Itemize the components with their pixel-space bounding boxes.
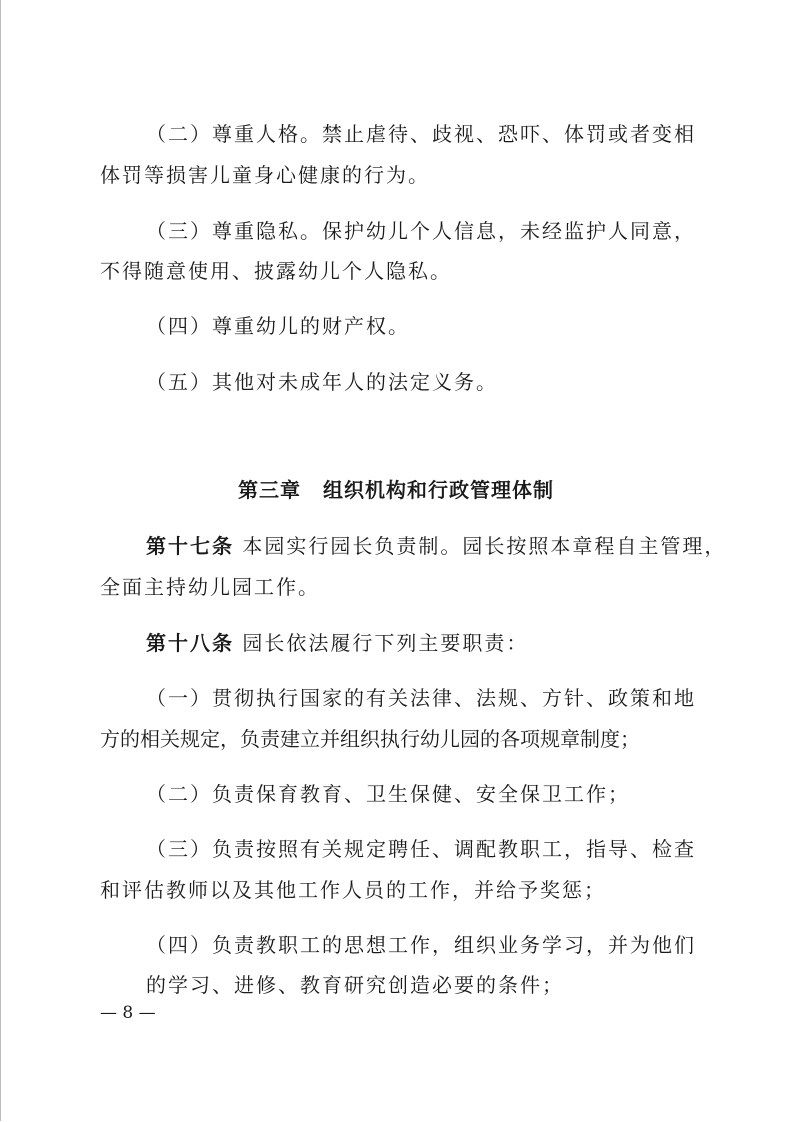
chapter-title: 组织机构和行政管理体制 (323, 478, 554, 502)
article-18-item-2-line-1: （二）负责保育教育、卫生保健、安全保卫工作； (146, 782, 630, 806)
chapter-number: 第三章 (238, 478, 301, 502)
paragraph-5-line-1: （五）其他对未成年人的法定义务。 (146, 370, 498, 394)
paragraph-3-line-2: 不得随意使用、披露幼儿个人隐私。 (100, 259, 452, 283)
page-number: — 8 — (100, 1003, 156, 1023)
article-18-text: 园长依法履行下列主要职责： (242, 631, 529, 655)
article-18-item-3-line-2: 和评估教师以及其他工作人员的工作，并给予奖惩； (100, 878, 606, 902)
article-18-label: 第十八条 (146, 631, 234, 655)
paragraph-2-line-1: （二）尊重人格。禁止虐待、歧视、恐吓、体罚或者变相 (146, 122, 696, 146)
paragraph-4-line-1: （四）尊重幼儿的财产权。 (146, 314, 410, 338)
article-18-item-3-line-1: （三）负责按照有关规定聘任、调配教职工，指导、检查 (146, 837, 696, 861)
article-17-text: 本园实行园长负责制。园长按照本章程自主管理， (242, 534, 727, 558)
article-17-label: 第十七条 (146, 534, 234, 558)
article-18-line-1 (146, 630, 528, 656)
article-18-item-4-line-2: 的学习、进修、教育研究创造必要的条件； (146, 973, 564, 997)
article-17-line-2: 全面主持幼儿园工作。 (100, 575, 320, 599)
paragraph-3-line-1: （三）尊重隐私。保护幼儿个人信息，未经监护人同意， (146, 219, 696, 243)
article-17-line-1 (146, 533, 726, 559)
article-18-item-1-line-2: 方的相关规定，负责建立并组织执行幼儿园的各项规章制度； (100, 727, 640, 751)
article-18-item-4-line-1: （四）负责教职工的思想工作，组织业务学习，并为他们 (146, 933, 696, 957)
article-18-item-1-line-1: （一）贯彻执行国家的有关法律、法规、方针、政策和地 (146, 686, 696, 710)
paragraph-2-line-2: 体罚等损害儿童身心健康的行为。 (100, 163, 430, 187)
chapter-heading (238, 477, 554, 503)
